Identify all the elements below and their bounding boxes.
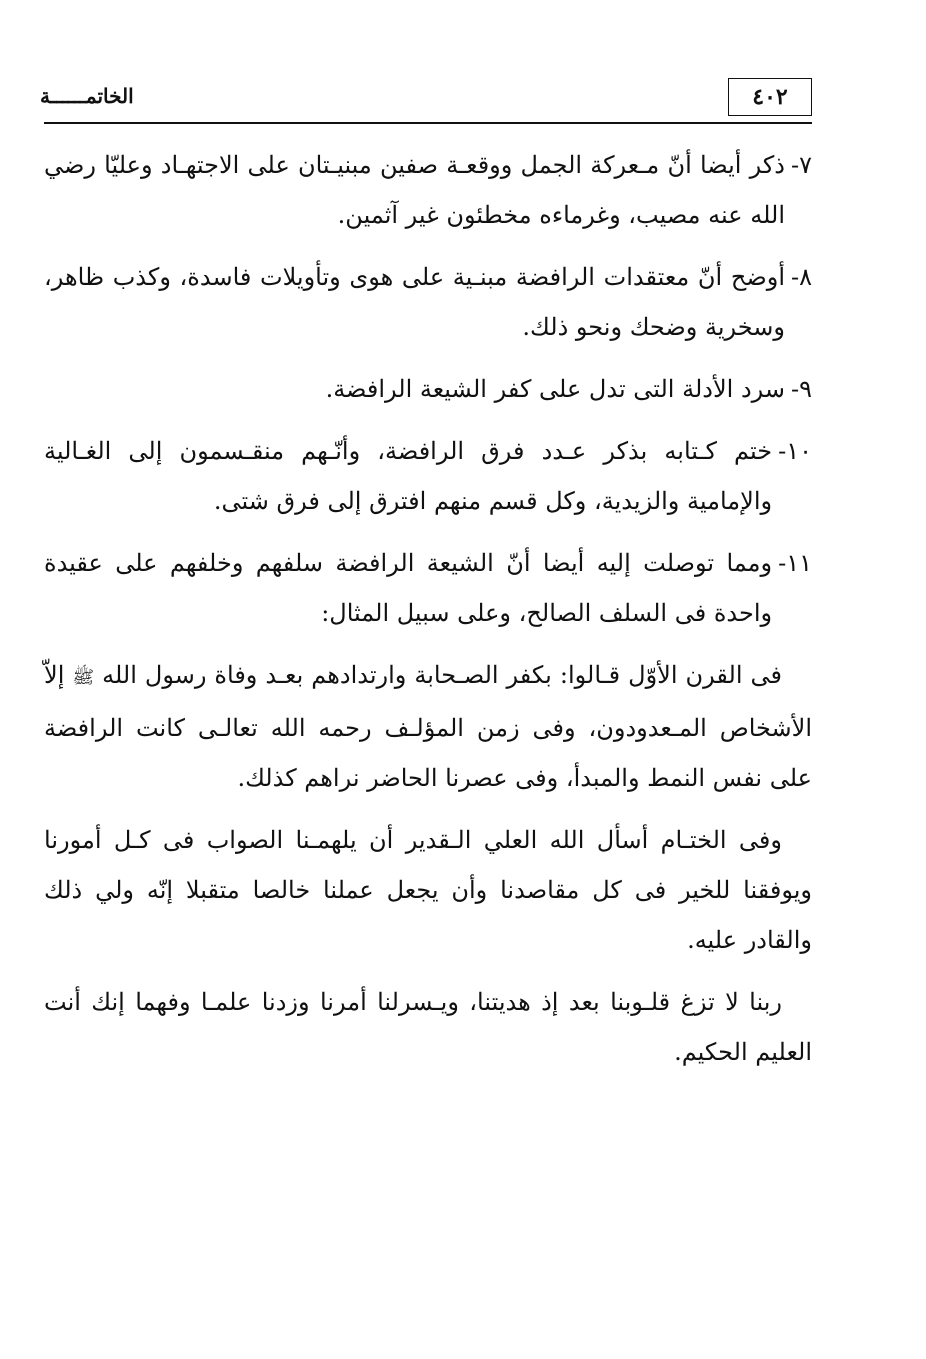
item-number: ١١- [778, 549, 812, 577]
item-text: سرد الأدلة التى تدل على كفر الشيعة الرافضة. [325, 375, 785, 403]
list-item-11 [44, 538, 812, 638]
paragraph-closing-prayer: وفى الختـام أسأل الله العلي الـقدير أن يلهمـنا الصواب فى كـل أمورنا ويوفقنا للخير فى كل مقاصدنا وأن يجعل عملنا خالصا متقبلا إنّه ولي ذلك والقادر عليه. [44, 826, 812, 954]
item-text: ومما توصلت إليه أيضا أنّ الشيعة الرافضة سلفهم وخلفهم على عقيدة واحدة فى السلف الصالح، وعلى سبيل المثال: [44, 549, 773, 627]
list-item-8 [44, 252, 812, 352]
item-text: أوضح أنّ معتقدات الرافضة مبنـية على هوى وتأويلات فاسدة، وكذب ظاهر، وسخرية وضحك ونحو ذلك. [44, 263, 785, 341]
paragraph-first-century [44, 650, 812, 803]
running-title: الخاتمــــــة [40, 84, 134, 108]
paragraph-text: إلاّ الأشخاص المـعدودون، وفى زمن المؤلـف رحمه الله تعالـى كانت الرافضة على نفس النمط والمبدأ، وفى عصرنا الحاضر نراهم كذلك. [44, 661, 812, 792]
item-number: ٧- [791, 151, 812, 179]
page-body [44, 140, 812, 1089]
item-text: ختم كـتابه بذكر عـدد فرق الرافضة، وأنّـهم منقـسمون إلى الغـالية والإمامية والزيدية، وكل قسم منهم افترق إلى فرق شتى. [44, 437, 773, 515]
item-number: ٩- [791, 375, 812, 403]
honorific-symbol: ﷺ [72, 667, 95, 688]
paragraph-final-supplication: ربنا لا تزغ قلـوبنا بعد إذ هديتنا، ويـسرلنا أمرنا وزدنا علمـا وفهما إنك أنت العليم الحكيم. [44, 988, 812, 1066]
list-item-7 [44, 140, 812, 240]
item-number: ١٠- [778, 437, 812, 465]
list-item-10 [44, 426, 812, 526]
item-number: ٨- [791, 263, 812, 291]
header-divider [44, 122, 812, 124]
list-item-9 [44, 364, 812, 414]
item-text: ذكر أيضا أنّ مـعركة الجمل ووقعـة صفين مبنيـتان على الاجتهـاد وعليّا رضي الله عنه مصيب، وغرماءه مخطئون غير آثمين. [44, 151, 785, 229]
page-header [40, 72, 812, 124]
page-number: ٤٠٢ [728, 78, 812, 116]
paragraph-text: فى القرن الأوّل قـالوا: بكفر الصـحابة وارتدادهم بعـد وفاة رسول الله [102, 661, 782, 689]
